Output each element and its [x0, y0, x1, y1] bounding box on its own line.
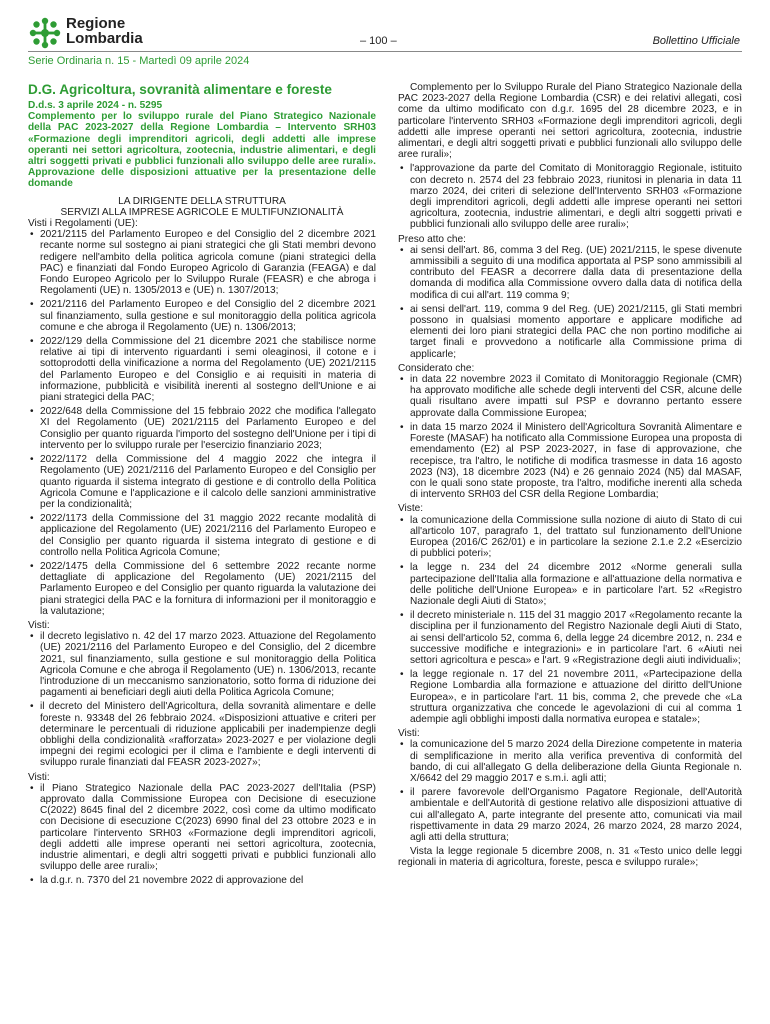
list-item: • 2021/2115 del Parlamento Europeo e del Consiglio del 2 dicembre 2021 recante norme sul sostegno ai piani strategici che gli Stati membri devono redigere nell'ambito della politica agricola comune (piani strategici della PAC) e finanziati dal Fondo Europeo Agricolo di Garanzia (FEAGA) e dal Fondo Europeo Agricolo per lo Sviluppo Rurale (FEASR) e che abroga i Regolamenti (UE) n. 1305/2013 e (UE) n. 1307/2013; [28, 229, 376, 296]
approval-list [398, 163, 742, 230]
logo-line-1: Regione [66, 15, 126, 32]
list-item: • il parere favorevole dell'Organismo Pagatore Regionale, dell'Autorità ambientale e dell'Autorità di gestione relativo alle disposizioni attuative di cui all'allegato A, parte integrante del presente atto, comunicati via mail rispettivamente in data 29 marzo 2024, 26 marzo 2024, 28 marzo 2024, agli atti della struttura; [398, 787, 742, 843]
list-item: • la d.g.r. n. 7370 del 21 novembre 2022 di approvazione del [28, 875, 376, 886]
list-item: • il decreto del Ministero dell'Agricoltura, della sovranità alimentare e delle foreste n. 93348 del 26 febbraio 2024. «Disposizioni attuative e criteri per determinare le percentuali di riduzione applicabili per inadempienze degli obblighi della condizionalità «rafforzata» 2023-2027 e per violazione degli impegni dei regimi ecologici per il clima e l'ambiente e degli interventi di sviluppo rurale finanziati dal FEASR 2023-2027»; [28, 701, 376, 768]
preso-list [398, 245, 742, 360]
regulations-list [28, 229, 376, 617]
list-item: • la legge regionale n. 17 del 21 novembre 2011, «Partecipazione della Regione Lombardia alla formazione e attuazione del diritto dell'Unione Europea», e in particolare l'art. 11 bis, comma 2, che prevede che «La struttura organizzativa che concede le agevolazioni di cui al comma 1 adempie agli obblighi imposti dalla normativa europea e statale»; [398, 669, 742, 725]
plans-list [28, 783, 376, 887]
page-header [0, 0, 770, 67]
viste-list [398, 515, 742, 726]
visti-heading-2: Visti: [28, 619, 50, 631]
considerato-list [398, 374, 742, 500]
signer-title: LA DIRIGENTE DELLA STRUTTURA [118, 195, 286, 207]
right-column [398, 82, 742, 869]
publication-name: Bollettino Ufficiale [652, 35, 740, 47]
left-column [28, 82, 376, 890]
signer-office: SERVIZI ALLA IMPRESE AGRICOLE E MULTIFUNZIONALITÀ [60, 206, 344, 218]
decrees-list [28, 631, 376, 768]
viste-heading: Viste: [398, 503, 424, 515]
list-item: • 2022/129 della Commissione del 21 dicembre 2021 che stabilisce norme relative ai tipi di intervento riguardanti i semi oleaginosi, il cotone e i sottoprodotti della vinificazione a norma del Regolamento (UE) 2021/2115 del Parlamento Europeo e del Consiglio e ai requisiti in materia di informazione, pubblicità e visibilità inerenti al sostegno dell'Unione e ai piani strategici della PAC; [28, 336, 376, 403]
list-item: • ai sensi dell'art. 119, comma 9 del Reg. (UE) 2021/2115, gli Stati membri possono in qualsiasi momento apportare e applicare modifiche ad elementi dei loro piani strategici della PAC che non portino modifiche ai target finali e provvedono a notificarle alla Commissione prima di applicarle; [398, 304, 742, 360]
list-item: • la comunicazione del 5 marzo 2024 della Direzione competente in materia di semplificazione in merito alla verifica preventiva di conformità del bando, di cui all'allegato G della deliberazione della Giunta Regionale n. X/6642 del 29 maggio 2017 e s.m.i. agli atti; [398, 739, 742, 784]
series-line: Serie Ordinaria n. 15 - Martedì 09 aprile 2024 [28, 55, 250, 67]
list-item: • il decreto ministeriale n. 115 del 31 maggio 2017 «Regolamento recante la disciplina per il funzionamento del Registro Nazionale degli Aiuti di Stato, ai sensi dell'articolo 52, comma 6, della legge 24 dicembre 2012, n. 234 e successive modifiche e integrazioni» e in particolare l'art. 6 «Aiuti nei settori agricoltura e pesca» e l'art. 9 «Registrazione degli aiuti individuali»; [398, 610, 742, 666]
logo-line-2: Lombardia [66, 30, 143, 47]
decree-subject: Complemento per lo sviluppo rurale del Piano Strategico Nazionale della PAC 2023-2027 della Regione Lombardia – Intervento SRH03 «Formazione degli imprenditori agricoli, degli addetti alle imprese operanti nei settori agricoltura, zootecnia, industrie alimentari, e degli altri soggetti privati e pubblici funzionali allo sviluppo delle aree rurali». Approvazione delle disposizioni attuative per la presentazione delle domande [28, 111, 376, 190]
list-item: • ai sensi dell'art. 86, comma 3 del Reg. (UE) 2021/2115, le spese divenute ammissibili a seguito di una modifica apportata al PSP sono ammissibili al contributo del FEASR a decorrere dalla data di presentazione della domanda di modifica alla Commissione ovvero dalla data di notifica della modifica di cui all'art. 119 comma 9; [398, 245, 742, 301]
preso-heading: Preso atto che: [398, 233, 466, 245]
list-item: • 2021/2116 del Parlamento Europeo e del Consiglio del 2 dicembre 2021 sul finanziamento, sulla gestione e sul monitoraggio della politica agricola comune e che abroga il Regolamento (UE) n. 1306/2013; [28, 299, 376, 333]
list-item: • la legge n. 234 del 24 dicembre 2012 «Norme generali sulla partecipazione dell'Italia alla formazione e all'attuazione della normativa e delle politiche dell'Unione Europea» e in particolare l'art. 52 «Registro Nazionale degli Aiuti di Stato»; [398, 562, 742, 607]
list-item: • 2022/648 della Commissione del 15 febbraio 2022 che modifica l'allegato XI del Regolamento (UE) 2021/2115 del Parlamento Europeo e del Consiglio per quanto riguarda l'importo del sostegno dell'Unione per i tipi di intervento per lo sviluppo rurale per l'esercizio finanziario 2023; [28, 406, 376, 451]
list-item: • in data 22 novembre 2023 il Comitato di Monitoraggio Regionale (CMR) ha approvato modifiche alle schede degli interventi del CSR, alcune delle quali risultano avere impatti sul PSP e dovranno pertanto essere approvate dalla Commissione Europea; [398, 374, 742, 419]
visti-heading: Visti: [398, 728, 420, 740]
header-divider [28, 51, 742, 52]
rosa-camuna-icon [28, 16, 62, 50]
closing-paragraph: Vista la legge regionale 5 dicembre 2008, n. 31 «Testo unico delle leggi regionali in materia di agricoltura, foreste, pesca e sviluppo rurale»; [398, 846, 742, 869]
section-title: D.G. Agricoltura, sovranità alimentare e foreste [28, 82, 332, 97]
visti-list [398, 739, 742, 843]
page-number: – 100 – [360, 35, 397, 47]
logo-wordmark [66, 16, 143, 46]
list-item: • 2022/1172 della Commissione del 4 maggio 2022 che integra il Regolamento (UE) 2021/2116 del Parlamento Europeo e del Consiglio per quanto riguarda il sistema integrato di gestione e di controllo della Politica Agricola Comune e l'applicazione e il calcolo delle sanzioni amministrative per la condizionalità; [28, 454, 376, 510]
considerato-heading: Considerato che: [398, 362, 475, 374]
list-item: • il decreto legislativo n. 42 del 17 marzo 2023. Attuazione del Regolamento (UE) 2021/2116 del Parlamento Europeo e del Consiglio, del 2 dicembre 2021, sul finanziamento, sulla gestione e sul monitoraggio della Politica Agricola Comune e che abroga il Regolamento (UE) n. 1306/2013, recante l'introduzione di un meccanismo sanzionatorio, sotto forma di riduzione dei pagamenti ai beneficiari degli aiuti della Politica Agricola Comune; [28, 631, 376, 698]
list-item: • l'approvazione da parte del Comitato di Monitoraggio Regionale, istituito con decreto n. 2574 del 23 febbraio 2023, riunitosi in plenaria in data 11 marzo 2024, dei criteri di selezione dell'Intervento SRH03 «Formazione degli imprenditori agricoli, degli addetti alle imprese operanti nei settori agricoltura, zootecnia, industrie alimentari, e degli altri soggetti privati e pubblici funzionali allo sviluppo delle aree rurali»; [398, 163, 742, 230]
visti-heading-3: Visti: [28, 771, 50, 783]
list-item: • la comunicazione della Commissione sulla nozione di aiuto di Stato di cui all'articolo 107, paragrafo 1, del trattato sul funzionamento dell'Unione Europea (2016/C 262/01) e in particolare la sezione 2.1.e 2.2 «Esercizio di pubblici poteri»; [398, 515, 742, 560]
list-item: • 2022/1173 della Commissione del 31 maggio 2022 recante modalità di applicazione del Regolamento (UE) 2021/2116 del Parlamento Europeo e del Consiglio per quanto riguarda il sistema integrato di gestione e di controllo nella Politica Agricola Comune; [28, 513, 376, 558]
list-item: • in data 15 marzo 2024 il Ministero dell'Agricoltura Sovranità Alimentare e Foreste (MASAF) ha notificato alla Commissione Europea una proposta di emendamento (E2) al PSP 2023-2027, in fase di approvazione, che recepisce, tra l'altro, le notifiche di modifica trasmesse in data 16 agosto 2023 (N3), 18 dicembre 2023 (N4) e 26 gennaio 2024 (N5) dal MASAF, con le quali sono state proposte, tra l'altro, modifiche inerenti alla scheda di intervento SRH03 del CSR della Regione Lombardia; [398, 422, 742, 500]
list-item: • 2022/1475 della Commissione del 6 settembre 2022 recante norme dettagliate di applicazione del Regolamento (UE) 2021/2115 del Parlamento Europeo e del Consiglio per quanto riguarda la valutazione dei piani strategici della PAC e la fornitura di informazioni per il monitoraggio e la valutazione; [28, 561, 376, 617]
visti-heading-1: Visti i Regolamenti (UE): [28, 218, 138, 230]
list-item: • il Piano Strategico Nazionale della PAC 2023-2027 dell'Italia (PSP) approvato dalla Commissione Europea con Decisione di esecuzione C(2022) 8645 final del 2 dicembre 2022, così come da ultimo modificato con Decisione di esecuzione C(2023) 6990 final del 23 ottobre 2023 e in particolare l'intervento SRH03 «Formazione degli imprenditori agricoli, degli addetti alle imprese operanti nei settori agricoltura, zootecnia, industrie alimentari, e degli altri soggetti privati e pubblici funzionali allo sviluppo delle aree rurali»; [28, 783, 376, 873]
continued-paragraph: Complemento per lo Sviluppo Rurale del Piano Strategico Nazionale della PAC 2023-2027 della Regione Lombardia (CSR) e dei relativi allegati, così come da ultimo modificato con d.g.r. 1695 del 28 dicembre 2023, e in particolare l'intervento SRH03 «Formazione degli imprenditori agricoli, degli addetti alle imprese operanti nei settori agricoltura, zootecnia, industrie alimentari, e degli altri soggetti privati e pubblici funzionali allo sviluppo delle aree rurali»; [398, 82, 742, 161]
decree-number: D.d.s. 3 aprile 2024 - n. 5295 [28, 100, 163, 111]
